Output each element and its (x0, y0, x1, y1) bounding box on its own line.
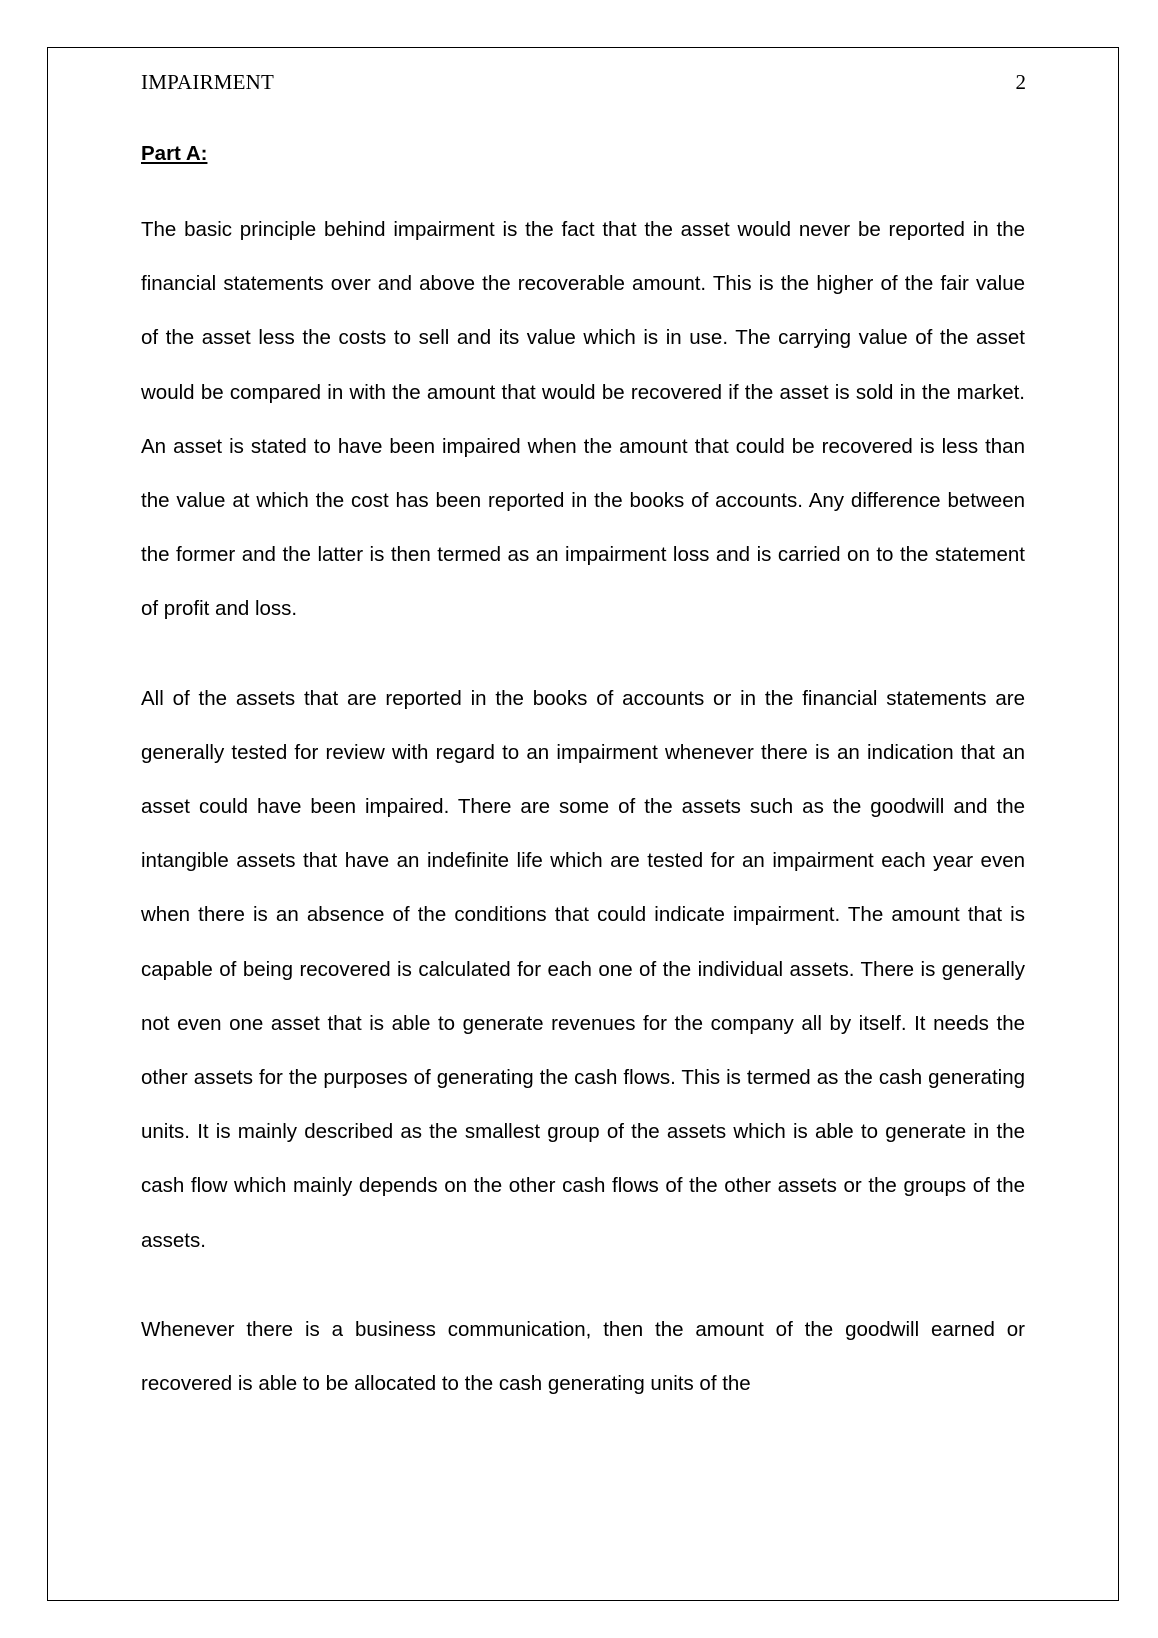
running-header-title: IMPAIRMENT (141, 70, 275, 94)
paragraph: The basic principle behind impairment is the fact that the asset would never be reported in the financial statements over and above the recoverable amount. This is the higher of the fair value of the asset less the costs to sell and its value which is in use. The carrying value of the asset would be compared in with the amount that would be recovered if the asset is sold in the market. An asset is stated to have been impaired when the amount that could be recovered is less than the value at which the cost has been reported in the books of accounts. Any difference between the former and the latter is then termed as an impairment loss and is carried on to the statement of profit and loss. (141, 218, 1025, 621)
page-number: 2 (1015, 70, 1026, 94)
paragraph: All of the assets that are reported in the books of accounts or in the financial statements are generally tested for review with regard to an impairment whenever there is an indication that an asset could have been impaired. There are some of the assets such as the goodwill and the intangible assets that have an indefinite life which are tested for an impairment each year even when there is an absence of the conditions that could indicate impairment. The amount that is capable of being recovered is calculated for each one of the individual assets. There is generally not even one asset that is able to generate revenues for the company all by itself. It needs the other assets for the purposes of generating the cash flows. This is termed as the cash generating units. It is mainly described as the smallest group of the assets which is able to generate in the cash flow which mainly depends on the other cash flows of the other assets or the groups of the assets. (141, 686, 1025, 1252)
section-heading: Part A: (141, 142, 208, 165)
paragraph: Whenever there is a business communication, then the amount of the goodwill earned or recovered is able to be allocated to the cash generating units of the (141, 1317, 1025, 1396)
document-body (141, 140, 1025, 1411)
